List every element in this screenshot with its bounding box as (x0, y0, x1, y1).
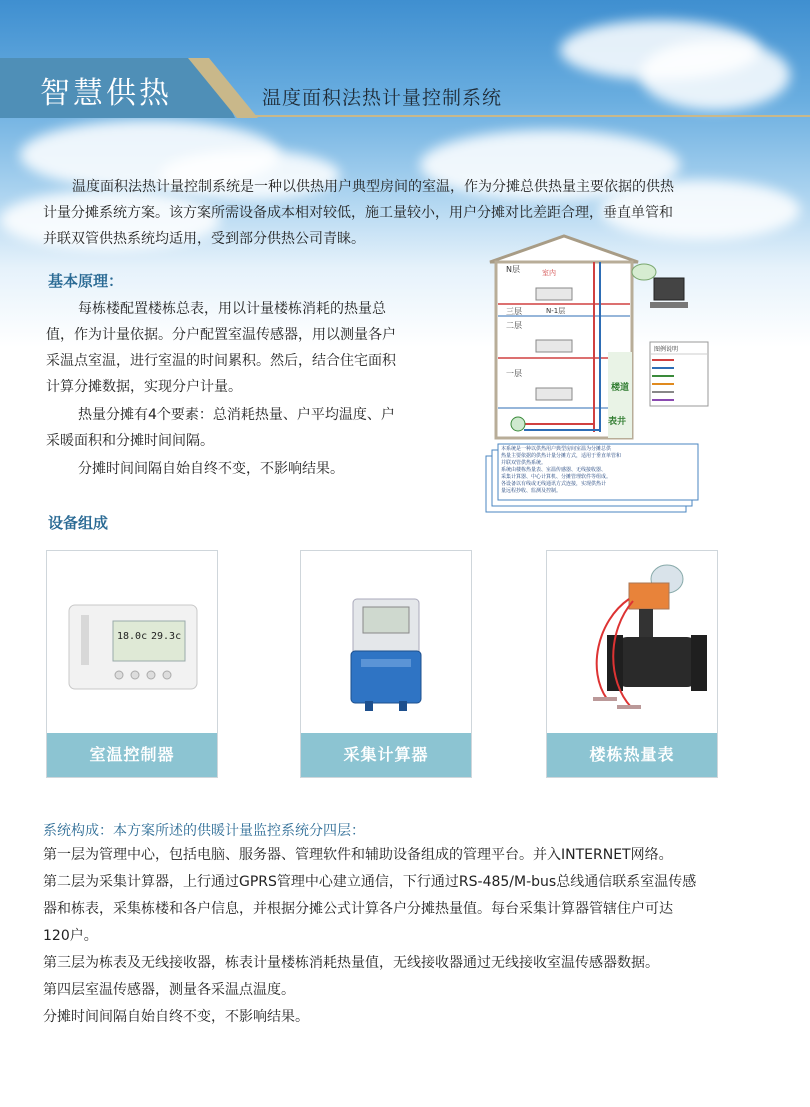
note-line: 采集计算器、中心计算机、分摊管理软件等组成。 (501, 474, 612, 480)
principle-line: 采温点室温，进行室温的时间累积。然后，结合住宅面积 (46, 353, 396, 369)
header-band (0, 58, 810, 118)
legend-title: 图例说明 (654, 346, 679, 353)
intro-line: 并联双管供热系统均适用，受到部分供热公司青睐。 (43, 231, 365, 247)
equipment-heading: 设备组成 (48, 514, 109, 532)
principle-line: 分摊时间间隔自始自终不变，不影响结果。 (78, 461, 344, 477)
intro-line: 温度面积法热计量控制系统是一种以供热用户典型房间的室温，作为分摊总供热量主要依据的供热 (72, 179, 674, 195)
system-line: 第四层室温传感器，测量各采温点温度。 (43, 982, 295, 998)
note-line: 热量主要依据的供热计量分摊方式，适用于垂直单管和 (501, 453, 622, 459)
principle-line: 热量分摊有4个要素：总消耗热量、户平均温度、户 (78, 407, 395, 423)
principle-line: 计算分摊数据，实现分户计量。 (46, 379, 242, 395)
floor-label-2: 二层 (506, 321, 522, 330)
system-line: 120户。 (43, 928, 98, 944)
floor-label-3: 三层 (506, 307, 522, 316)
floor-label-n: N层 (506, 265, 520, 274)
system-line: 器和栋表，采集栋楼和各户信息，并根据分摊公式计算各户分摊热量值。每台采集计算器管辖住户可达 (43, 901, 673, 917)
principle-heading: 基本原理： (48, 272, 124, 290)
stair-label: 楼道 (611, 383, 630, 393)
thermostat-reading-right: 29.3c (151, 631, 182, 642)
note-line: 本系统是一种以供热用户典型房间室温为分摊总供 (501, 446, 612, 452)
floor-note: N-1层 (546, 307, 566, 315)
header-underline (243, 115, 810, 117)
note-line: 并联双管供热系统。 (501, 460, 547, 466)
note-line: 量远程抄收、监测及控制。 (501, 488, 562, 494)
system-title: 系统构成：本方案所述的供暖计量监控系统分四层： (43, 823, 365, 839)
principle-line: 每栋楼配置楼栋总表，用以计量楼栋消耗的热量总 (78, 301, 386, 317)
heat-meter-image (547, 551, 717, 731)
equipment-label: 楼栋热量表 (547, 733, 717, 777)
system-line: 第一层为管理中心，包括电脑、服务器、管理软件和辅助设备组成的管理平台。并入INTERNET网络。 (43, 847, 673, 863)
collector-image (301, 551, 471, 731)
thermostat-reading-left: 18.0c (117, 631, 148, 642)
floor-label-1: 一层 (506, 369, 522, 378)
equipment-card-heat-meter (546, 550, 718, 778)
equipment-label: 室温控制器 (47, 733, 217, 777)
intro-line: 计量分摊系统方案。该方案所需设备成本相对较低，施工量较小，用户分摊对比差距合理，垂直单管和 (43, 205, 673, 221)
equipment-label: 采集计算器 (301, 733, 471, 777)
equipment-card-thermostat (46, 550, 218, 778)
page-subtitle: 温度面积法热计量控制系统 (262, 87, 503, 109)
diagram-note (501, 446, 697, 495)
well-label: 表井 (608, 417, 627, 427)
system-line: 第三层为栋表及无线接收器，栋表计量楼栋消耗热量值，无线接收器通过无线接收室温传感器数据。 (43, 955, 659, 971)
thermostat-image (47, 551, 217, 731)
system-line: 分摊时间间隔自始自终不变，不影响结果。 (43, 1009, 309, 1025)
principle-line: 采暖面积和分摊时间间隔。 (46, 433, 214, 449)
principle-line: 值，作为计量依据。分户配置室温传感器，用以测量各户 (46, 327, 396, 343)
equipment-card-collector (300, 550, 472, 778)
system-diagram (484, 232, 716, 514)
room-label: 室内 (542, 269, 556, 277)
note-line: 系统由楼栋热量表、室温传感器、无线接收器、 (501, 467, 607, 473)
page-title: 智慧供热 (40, 76, 172, 111)
note-line: 各设备以有线或无线通讯方式连接，实现供热计 (501, 481, 607, 487)
system-line: 第二层为采集计算器，上行通过GPRS管理中心建立通信，下行通过RS-485/M-bus总线通信联系室温传感 (43, 874, 697, 890)
